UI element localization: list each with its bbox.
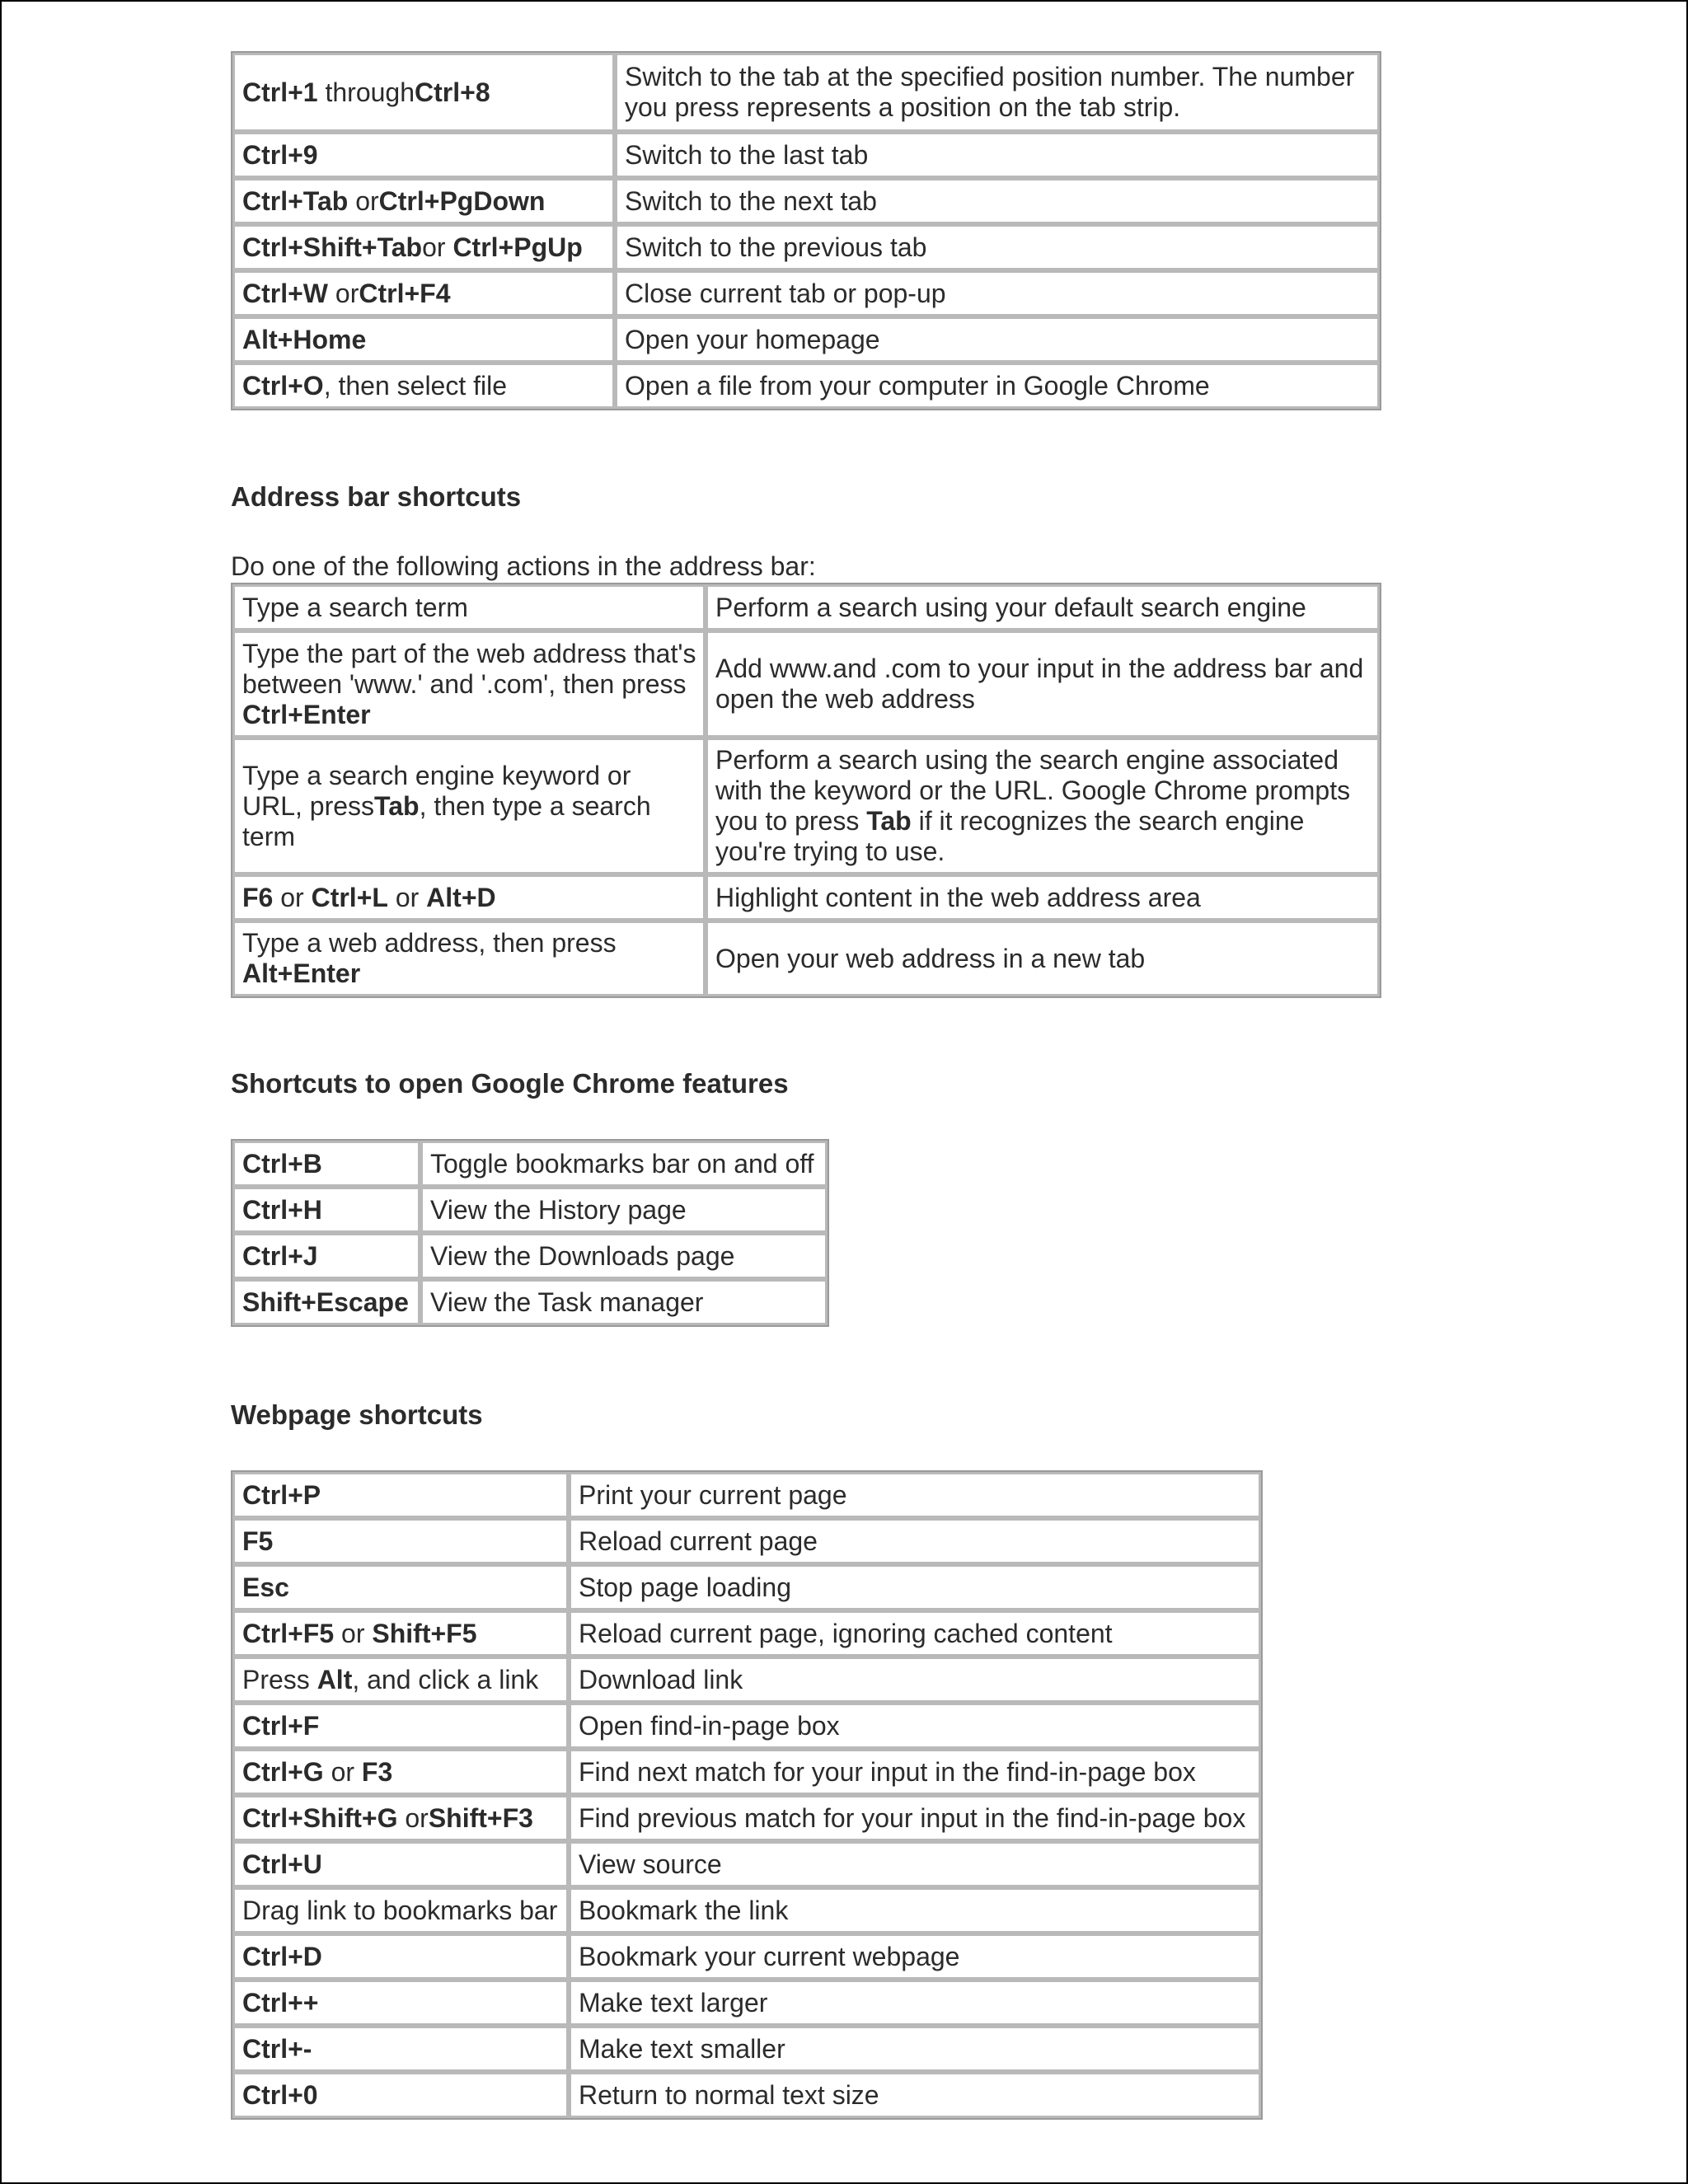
description-text: Bookmark your current webpage [579,1941,960,1971]
shortcut-key: F6 [242,882,274,912]
table-row [232,630,1380,738]
shortcut-description-cell [615,316,1380,363]
cell-text: Perform a search using your default search engine [715,592,1306,622]
shortcut-key-cell [232,1795,569,1841]
shortcut-description-cell [420,1279,828,1325]
table-row [232,53,1380,132]
cell-text: Add www.and .com to your input in the address bar and open the web address [715,654,1364,714]
shortcut-key-cell [232,132,615,178]
description-text: View the History page [430,1194,687,1225]
description-text: Switch to the previous tab [625,232,927,262]
shortcut-key: Ctrl+P [242,1479,321,1510]
shortcut-key-cell [232,178,615,224]
features-block [231,1139,829,1327]
table-row [232,270,1380,316]
shortcut-description-cell [706,584,1380,630]
shortcut-key: Ctrl+Shift+Tab [242,232,423,262]
table-row [232,224,1380,270]
table-row [232,316,1380,363]
shortcut-description-cell [706,874,1380,921]
description-text: Reload current page, ignoring cached content [579,1618,1113,1648]
shortcut-key-cell [232,1141,420,1187]
cell-text: , then select file [323,370,508,401]
cell-text: or [397,1802,429,1833]
shortcut-key-cell [232,363,615,409]
shortcut-description-cell [615,363,1380,409]
description-text: Reload current page [579,1526,818,1556]
table-row [232,2026,1261,2072]
shortcut-key: Alt [316,1664,353,1694]
cell-text: Open your web address in a new tab [715,943,1146,973]
description-text: Return to normal text size [579,2079,879,2110]
table-row [232,1841,1261,1887]
shortcut-description-cell [420,1187,828,1233]
shortcut-key: Ctrl+Shift+G [242,1802,398,1833]
shortcut-key: Ctrl+F [242,1710,320,1741]
shortcut-description-cell [615,132,1380,178]
description-text: Switch to the tab at the specified position number. The number you press represents a position on the tab strip. [625,62,1355,122]
shortcut-key-cell [232,224,615,270]
table-row [232,1610,1261,1657]
table-row [232,1141,828,1187]
table-row [232,1233,828,1279]
shortcut-key: F3 [361,1756,393,1787]
table-row [232,132,1380,178]
address-bar-table [231,583,1381,998]
shortcut-description-cell [615,178,1380,224]
cell-text: or [323,1756,362,1787]
shortcut-description-cell [615,270,1380,316]
shortcut-description-cell [615,53,1380,132]
shortcut-key: Ctrl+U [242,1849,322,1879]
shortcut-key: Ctrl+- [242,2033,312,2064]
shortcut-key: Ctrl+H [242,1194,322,1225]
shortcut-key: Ctrl+F5 [242,1618,335,1648]
shortcut-key-cell [232,1657,569,1703]
cell-text: Perform a search using the search engine associated with the keyword or the URL. Google Chrome prompts you to press [715,745,1351,836]
features-heading: Shortcuts to open Google Chrome features [231,1068,789,1099]
description-text: Make text smaller [579,2033,785,2064]
shortcut-key: Ctrl+L [311,882,388,912]
shortcut-key-cell [232,1933,569,1980]
cell-text: Drag link to bookmarks bar [242,1895,558,1925]
shortcut-key-cell [232,584,706,630]
description-text: Bookmark the link [579,1895,789,1925]
cell-text: Press [242,1664,317,1694]
cell-text: if it recognizes the search engine you're trying to use. [715,806,1305,866]
table-row [232,1749,1261,1795]
shortcut-key: Shift+F5 [372,1618,477,1648]
shortcut-description-cell [569,2072,1261,2118]
shortcut-key-cell [232,921,706,996]
shortcut-key-cell [232,1233,420,1279]
cell-text: or [273,882,312,912]
table-row [232,1703,1261,1749]
shortcut-key-cell [232,1564,569,1610]
cell-text: Type the part of the web address that's between 'www.' and '.com', then press [242,638,696,699]
shortcut-key-cell [232,1187,420,1233]
shortcut-description-cell [569,1657,1261,1703]
shortcut-key: Tab [374,790,420,821]
cell-text: or [328,278,359,308]
shortcut-key-cell [232,1887,569,1933]
cell-text: or [387,882,427,912]
shortcut-key: Ctrl+PgDown [378,185,546,216]
shortcut-key-cell [232,1703,569,1749]
shortcut-key: Ctrl+G [242,1756,324,1787]
table-row [232,1887,1261,1933]
cell-text: or [422,232,453,262]
table-row [232,1279,828,1325]
shortcut-description-cell [569,1703,1261,1749]
description-text: Open find-in-page box [579,1710,840,1741]
tab-shortcuts-block [231,51,1381,410]
cell-text: Type a search engine keyword or URL, press [242,760,631,821]
description-text: Toggle bookmarks bar on and off [430,1148,814,1179]
shortcut-key: Ctrl+O [242,370,324,401]
shortcut-key-cell [232,1472,569,1518]
table-row [232,1933,1261,1980]
shortcut-description-cell [706,738,1380,874]
table-row [232,2072,1261,2118]
shortcut-key-cell [232,270,615,316]
shortcut-key-cell [232,1749,569,1795]
shortcut-description-cell [569,1980,1261,2026]
cell-text: , then type a search term [242,790,651,851]
cell-text: Highlight content in the web address area [715,882,1201,912]
description-text: Stop page loading [579,1572,791,1602]
shortcut-description-cell [569,1610,1261,1657]
shortcut-description-cell [615,224,1380,270]
table-row [232,921,1380,996]
table-row [232,1518,1261,1564]
shortcut-key: Ctrl+Enter [242,699,371,729]
description-text: Find next match for your input in the find-in-page box [579,1756,1196,1787]
description-text: Close current tab or pop-up [625,278,946,308]
shortcut-key-cell [232,738,706,874]
tab-shortcuts-table [231,51,1381,410]
table-row [232,738,1380,874]
table-row [232,584,1380,630]
cell-text: Type a web address, then press [242,928,617,958]
shortcut-description-cell [420,1141,828,1187]
shortcut-key: Ctrl+J [242,1240,318,1271]
description-text: Download link [579,1664,743,1694]
shortcut-key-cell [232,2026,569,2072]
shortcut-key: Ctrl+8 [415,77,490,107]
table-row [232,874,1380,921]
shortcut-key: Ctrl+F4 [359,278,451,308]
webpage-block [231,1470,1263,2120]
shortcut-key: Ctrl+D [242,1941,322,1971]
shortcut-key: Tab [866,806,912,836]
webpage-heading: Webpage shortcuts [231,1399,483,1430]
shortcut-description-cell [569,1518,1261,1564]
cell-text: or [334,1618,373,1648]
shortcut-description-cell [569,2026,1261,2072]
shortcut-description-cell [569,1749,1261,1795]
features-table [231,1139,829,1327]
shortcut-description-cell [706,630,1380,738]
shortcut-key: Ctrl+9 [242,139,318,170]
shortcut-key: Ctrl+0 [242,2079,318,2110]
shortcut-key-cell [232,1518,569,1564]
shortcut-description-cell [569,1841,1261,1887]
shortcut-key-cell [232,1610,569,1657]
shortcut-description-cell [569,1933,1261,1980]
shortcut-key-cell [232,1279,420,1325]
shortcut-key: F5 [242,1526,274,1556]
description-text: View the Downloads page [430,1240,735,1271]
cell-text: or [348,185,379,216]
shortcut-key-cell [232,1980,569,2026]
shortcut-description-cell [569,1564,1261,1610]
shortcut-key: Shift+Escape [242,1286,409,1317]
description-text: Print your current page [579,1479,847,1510]
webpage-table [231,1470,1263,2120]
description-text: Make text larger [579,1987,768,2018]
address-bar-intro: Do one of the following actions in the address bar: [231,551,816,581]
shortcut-description-cell [569,1795,1261,1841]
table-row [232,1564,1261,1610]
shortcut-key-cell [232,53,615,132]
table-row [232,1795,1261,1841]
shortcut-key: Ctrl+Tab [242,185,349,216]
table-row [232,1980,1261,2026]
shortcut-key: Ctrl+W [242,278,328,308]
address-bar-block [231,583,1381,998]
shortcut-description-cell [706,921,1380,996]
shortcut-key: Alt+Home [242,324,367,354]
shortcut-key: Ctrl+PgUp [452,232,583,262]
shortcut-description-cell [420,1233,828,1279]
shortcut-key: Alt+D [426,882,496,912]
description-text: Open your homepage [625,324,880,354]
shortcut-description-cell [569,1472,1261,1518]
description-text: Open a file from your computer in Google Chrome [625,370,1210,401]
description-text: View source [579,1849,722,1879]
shortcut-key: Shift+F3 [428,1802,533,1833]
description-text: Find previous match for your input in the find-in-page box [579,1802,1246,1833]
shortcut-key: Esc [242,1572,289,1602]
table-row [232,1187,828,1233]
shortcut-key: Ctrl++ [242,1987,319,2018]
cell-text: Type a search term [242,592,468,622]
shortcut-key-cell [232,874,706,921]
shortcut-key: Ctrl+B [242,1148,322,1179]
table-row [232,178,1380,224]
cell-text: , and click a link [352,1664,539,1694]
shortcut-key-cell [232,316,615,363]
table-row [232,1472,1261,1518]
shortcut-key-cell [232,630,706,738]
description-text: View the Task manager [430,1286,704,1317]
address-bar-heading: Address bar shortcuts [231,481,522,512]
shortcut-key: Alt+Enter [242,958,361,988]
shortcut-description-cell [569,1887,1261,1933]
shortcut-key-cell [232,1841,569,1887]
description-text: Switch to the last tab [625,139,869,170]
description-text: Switch to the next tab [625,185,877,216]
table-row [232,363,1380,409]
shortcut-key-cell [232,2072,569,2118]
shortcut-key: Ctrl+1 [242,77,318,107]
cell-text: through [317,77,415,107]
table-row [232,1657,1261,1703]
